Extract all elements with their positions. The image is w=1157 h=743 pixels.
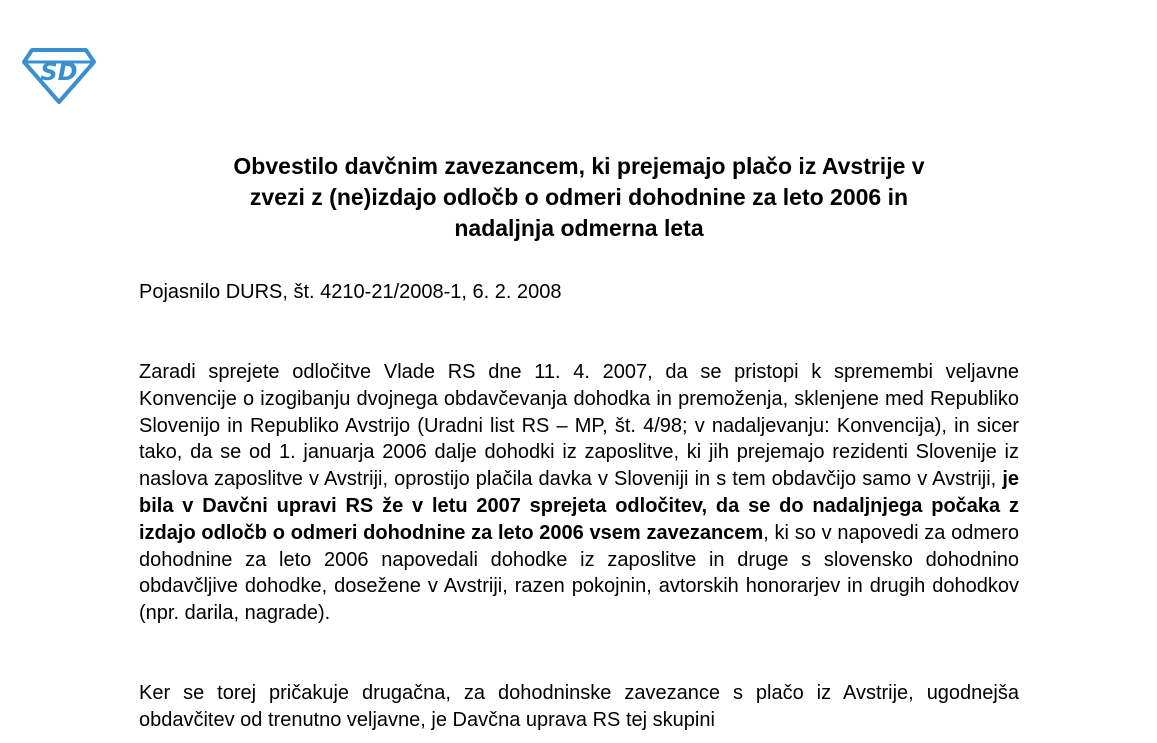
sd-logo-icon — [22, 48, 96, 104]
sd-logo — [22, 48, 96, 104]
paragraph-2 — [139, 680, 1019, 734]
document-reference: Pojasnilo DURS, št. 4210-21/2008-1, 6. 2. 2008 — [139, 281, 562, 303]
title-line-3: nadaljnja odmerna leta — [454, 215, 704, 241]
paragraph-1-text-b: , ki so v napovedi za odmero dohodnine za leto 2006 napovedali dohodke iz zaposlitve in druge s slovensko dohodnino obdavčljive dohodke, dosežene v Avstriji, razen pokojnin, avtorskih honorarjev in drugih dohodkov (npr. darila, nagrade). — [139, 521, 1019, 625]
logo-letters: SD — [40, 58, 78, 86]
title-line-1: Obvestilo davčnim zavezancem, ki prejemajo plačo iz Avstrije v — [233, 153, 925, 179]
document-title — [140, 151, 1018, 244]
paragraph-1-bold: je bila v Davčni upravi RS že v letu 2007 sprejeta odločitev, da se do nadaljnjega počaka z izdajo odločb o odmeri dohodnine za leto 2006 vsem zavezancem — [139, 468, 1019, 544]
paragraph-1-text-a: Zaradi sprejete odločitve Vlade RS dne 11. 4. 2007, da se pristopi k spremembi veljavne Konvencije o izogibanju dvojnega obdavčevanja dohodka in premoženja, sklenjene med Republiko Slovenijo in Republiko Avstrijo (Uradni list RS – MP, št. 4/98; v nadaljevanju: Konvencija), in sicer tako, da se od 1. januarja 2006 dalje dohodki iz zaposlitve, ki jih prejemajo rezidenti Slovenije iz naslova zaposlitve v Avstriji, oprostijo plačila davka v Sloveniji in s tem obdavčijo samo v Avstriji, — [139, 361, 1019, 491]
paragraph-1 — [139, 359, 1019, 627]
title-line-2: zvezi z (ne)izdajo odločb o odmeri dohodnine za leto 2006 in — [249, 184, 909, 210]
paragraph-2-text: Ker se torej pričakuje drugačna, za dohodninske zavezance s plačo iz Avstrije, ugodnejša obdavčitev od trenutno veljavne, je Davčna uprava RS tej skupini — [139, 682, 1019, 731]
